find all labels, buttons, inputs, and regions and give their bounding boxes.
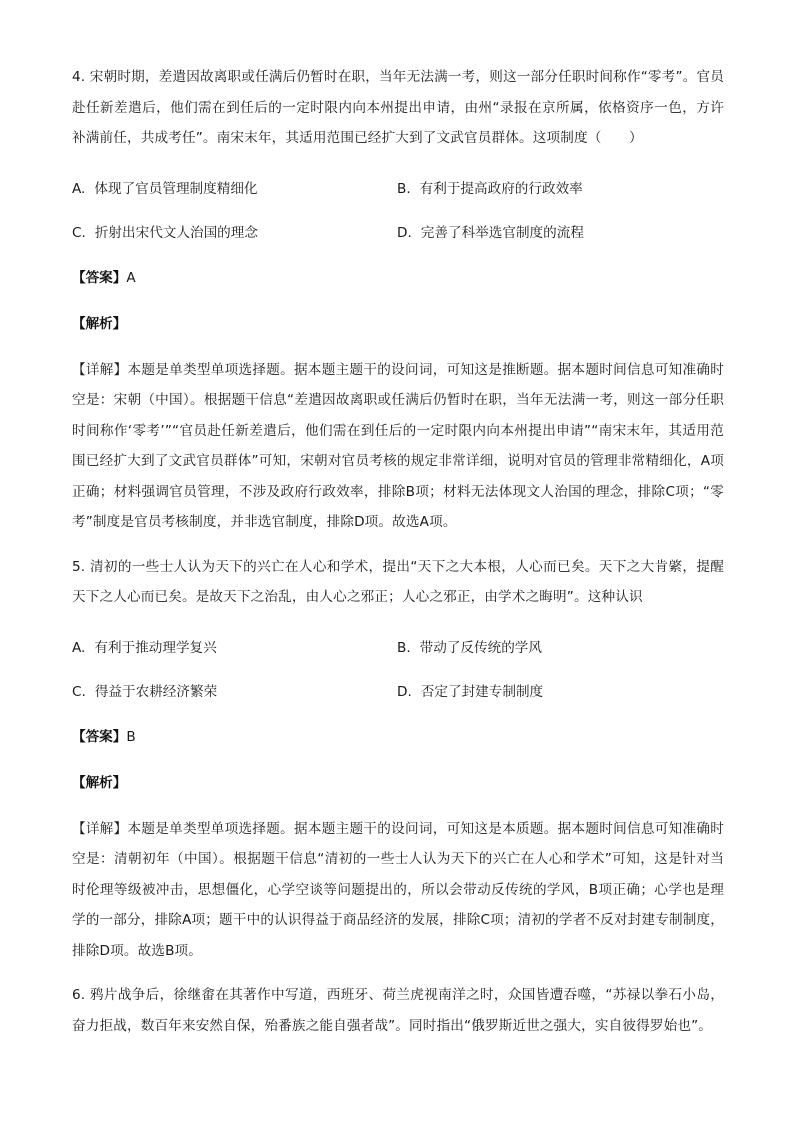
answer-tag: 【答案】 bbox=[72, 269, 127, 286]
question-number: 4. bbox=[72, 69, 86, 85]
detail-explanation: 【详解】本题是单类型单项选择题。据本题主题干的设问词，可知这是推断题。据本题时间信息可知准确时空是：宋朝（中国）。根据题干信息“差遣因故离职或任满后仍暂时在职，当年无法满一考，则这一部分任职时间称作‘零考’”“官员赴任新差遣后，他们需在到任后的一定时限内向本州提出申请”“南宋末年，其适用范围已经扩大到了文武官员群体”可知，宋朝对官员考核的规定非常详细，说明对官员的管理非常精细化，A项正确；材料强调官员管理，不涉及政府行政效率，排除B项；材料无法体现文人治国的理念，排除C项；“零考”制度是官员考核制度，并非选官制度，排除D项。故选A项。 bbox=[72, 361, 724, 530]
question-6 bbox=[72, 980, 724, 1041]
option-letter: D. bbox=[397, 224, 412, 241]
option-a bbox=[72, 626, 397, 670]
option-text: 得益于农耕经济繁荣 bbox=[94, 683, 218, 700]
analysis-line bbox=[72, 760, 724, 806]
option-text: 完善了科举选官制度的流程 bbox=[420, 224, 584, 241]
option-text: 体现了官员管理制度精细化 bbox=[94, 180, 258, 197]
option-c bbox=[72, 211, 397, 255]
option-text: 有利于推动理学复兴 bbox=[94, 639, 217, 656]
answer-tag: 【答案】 bbox=[72, 728, 127, 745]
option-letter: D. bbox=[397, 683, 412, 700]
question-number: 6. bbox=[72, 987, 86, 1003]
option-letter: A. bbox=[72, 180, 86, 197]
option-letter: B. bbox=[397, 639, 411, 656]
option-d bbox=[397, 670, 724, 714]
option-letter: A. bbox=[72, 639, 86, 656]
option-text: 折射出宋代文人治国的理念 bbox=[94, 224, 258, 241]
question-4 bbox=[72, 62, 724, 538]
option-a bbox=[72, 167, 397, 211]
question-5 bbox=[72, 552, 724, 967]
option-text: 有利于提高政府的行政效率 bbox=[419, 180, 583, 197]
options-list bbox=[72, 626, 724, 714]
analysis-tag: 【解析】 bbox=[72, 315, 127, 332]
question-text: 清初的一些士人认为天下的兴亡在人心和学术，提出“天下之大本根，人心而已矣。天下之大肯綮，提醒天下之人心而已矣。是故天下之治乱，由人心之邪正；人心之邪正，由学术之晦明”。这种认识 bbox=[72, 558, 724, 605]
document-page bbox=[72, 62, 724, 1054]
option-letter: C. bbox=[72, 224, 86, 241]
question-text: 宋朝时期，差遣因故离职或任满后仍暂时在职，当年无法满一考，则这一部分任职时间称作“零考”。官员赴任新差遣后，他们需在到任后的一定时限内向本州提出申请，由州“录报在京所属，依格资序一色，方许补满前任，共成考任”。南宋末年，其适用范围已经扩大到了文武官员群体。这项制度（ ） bbox=[72, 69, 724, 146]
analysis-tag: 【解析】 bbox=[72, 774, 127, 791]
option-b bbox=[397, 626, 724, 670]
question-stem bbox=[72, 62, 724, 154]
options-list bbox=[72, 167, 724, 255]
question-text: 鸦片战争后，徐继畬在其著作中写道，西班牙、荷兰虎视南洋之时，众国皆遭吞噬，“苏禄以拳石小岛，奋力拒战，数百年来安然自保，殆番族之能自强者哉”。同时指出“俄罗斯近世之强大，实自彼得罗始也”。 bbox=[72, 987, 724, 1034]
answer-line bbox=[72, 714, 724, 760]
analysis-line bbox=[72, 301, 724, 347]
option-letter: B. bbox=[397, 180, 411, 197]
answer-line bbox=[72, 255, 724, 301]
answer-value: A bbox=[126, 269, 136, 286]
option-b bbox=[397, 167, 724, 211]
option-text: 否定了封建专制制度 bbox=[420, 683, 544, 700]
option-text: 带动了反传统的学风 bbox=[419, 639, 542, 656]
detail-explanation: 【详解】本题是单类型单项选择题。据本题主题干的设问词，可知这是本质题。据本题时间信息可知准确时空是：清朝初年（中国）。根据题干信息“清初的一些士人认为天下的兴亡在人心和学术”可知，这是针对当时伦理等级被冲击，思想僵化，心学空谈等问题提出的，所以会带动反传统的学风，B项正确；心学也是理学的一部分，排除A项；题干中的认识得益于商品经济的发展，排除C项；清初的学者不反对封建专制制度，排除D项。故选B项。 bbox=[72, 820, 724, 959]
option-letter: C. bbox=[72, 683, 86, 700]
option-c bbox=[72, 670, 397, 714]
answer-value: B bbox=[126, 728, 136, 745]
question-stem bbox=[72, 552, 724, 613]
question-stem bbox=[72, 980, 724, 1041]
question-number: 5. bbox=[72, 558, 86, 575]
option-d bbox=[397, 211, 724, 255]
